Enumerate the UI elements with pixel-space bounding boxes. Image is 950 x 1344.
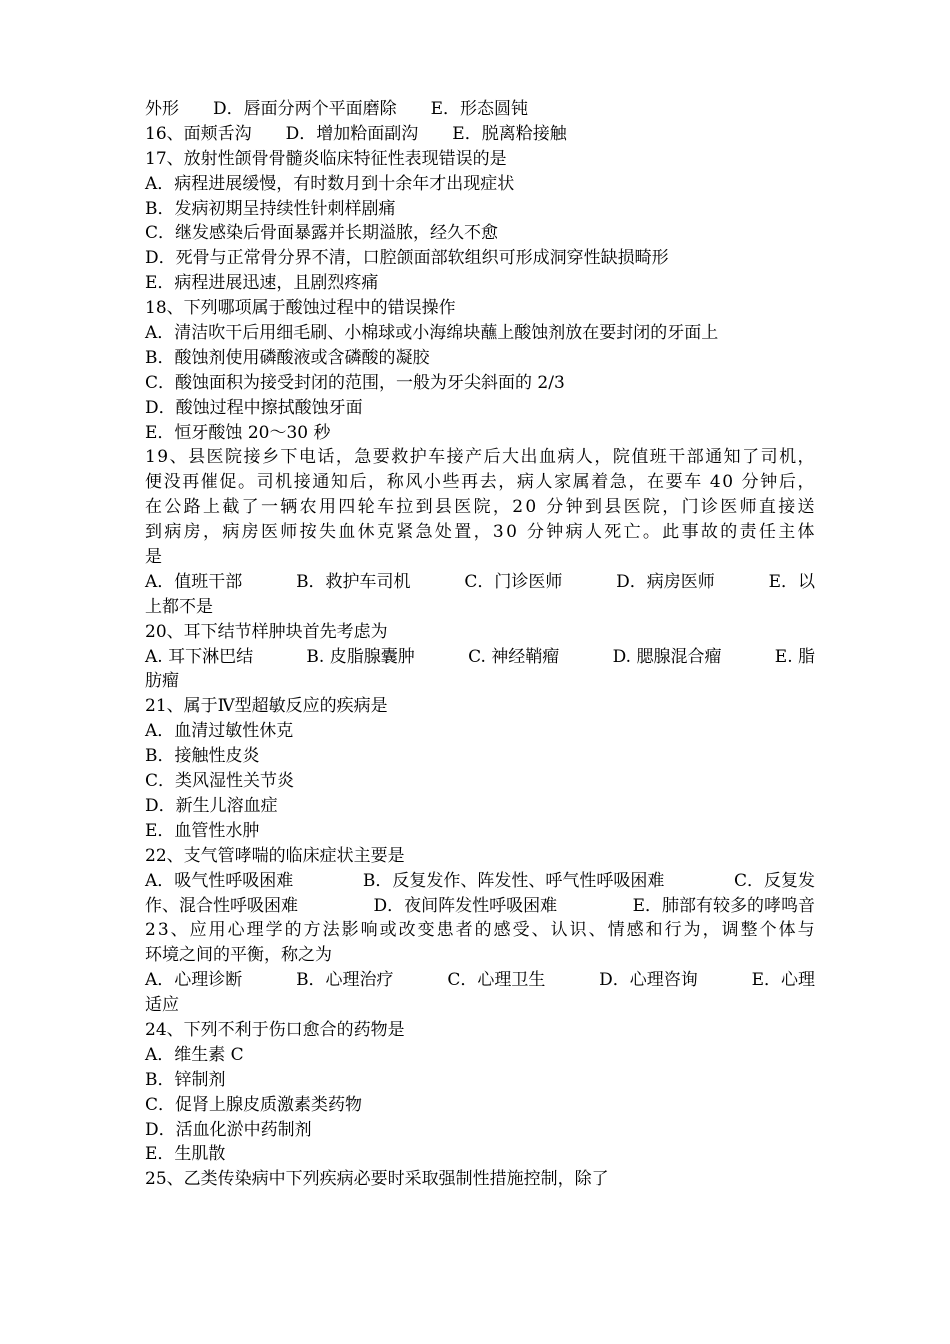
text-line xyxy=(145,918,815,943)
option-row xyxy=(145,968,815,993)
text-line: 18、下列哪项属于酸蚀过程中的错误操作 xyxy=(145,298,456,319)
option-text: B. 皮脂腺囊肿 xyxy=(306,646,415,667)
text-line: 24、下列不利于伤口愈合的药物是 xyxy=(145,1019,405,1040)
text-line: A．病程进展缓慢，有时数月到十余年才出现症状 xyxy=(145,173,515,194)
option-text: C．门诊医师 xyxy=(464,571,563,592)
option-text: C．反复发 xyxy=(733,870,815,891)
text-line: 适应 xyxy=(145,995,179,1016)
text-line: D．死骨与正常骨分界不清，口腔颌面部软组织可形成洞穿性缺损畸形 xyxy=(145,248,669,269)
option-text: A．值班干部 xyxy=(145,571,243,592)
option-text: C. 神经鞘瘤 xyxy=(468,646,560,667)
text-line xyxy=(145,495,815,520)
option-text: E．心理 xyxy=(751,970,815,991)
text-line: 22、支气管哮喘的临床症状主要是 xyxy=(145,845,405,866)
option-text: E．以 xyxy=(768,571,815,592)
text-line: A．血清过敏性休克 xyxy=(145,721,294,742)
text-line: A．清洁吹干后用细毛刷、小棉球或小海绵块蘸上酸蚀剂放在要封闭的牙面上 xyxy=(145,323,719,344)
option-text: B．救护车司机 xyxy=(296,571,411,592)
text-line: C．酸蚀面积为接受封闭的范围，一般为牙尖斜面的 2/3 xyxy=(145,372,565,393)
option-row xyxy=(145,869,815,894)
text-line xyxy=(145,520,815,545)
option-text: 外形 xyxy=(145,99,179,119)
option-text: D．病房医师 xyxy=(616,571,715,592)
document-body xyxy=(145,97,815,1192)
text-line: E．血管性水肿 xyxy=(145,820,260,841)
text-line: B．酸蚀剂使用磷酸液或含磷酸的凝胶 xyxy=(145,347,430,368)
option-text: C．心理卫生 xyxy=(447,970,546,991)
text-line: C．继发感染后骨面暴露并长期溢脓，经久不愈 xyxy=(145,223,499,244)
text-line: 21、属于Ⅳ型超敏反应的疾病是 xyxy=(145,696,388,717)
justified-text: 在 公 路 上 截 了 一 辆 农 用 四 轮 车 拉 到 县 医 院 ， 2 0 分 钟 到 县 医 院 ， 门 诊 医 师 直 接 送 xyxy=(145,497,815,518)
option-text: D．夜间阵发性呼吸困难 xyxy=(373,895,558,916)
option-text: B．反复发作、阵发性、呼气性呼吸困难 xyxy=(362,870,665,891)
text-line: D．酸蚀过程中擦拭酸蚀牙面 xyxy=(145,397,363,418)
text-line: B．发病初期呈持续性针刺样剧痛 xyxy=(145,198,396,219)
justified-text: 便 没 再 催 促 。 司 机 接 通 知 后 ， 称 风 小 些 再 去 ， 病 人 家 属 着 急 ， 在 要 车 4 0 分 钟 后 ， xyxy=(145,472,815,493)
text-line: E．生肌散 xyxy=(145,1144,226,1165)
text-line xyxy=(145,470,815,495)
option-row xyxy=(145,645,815,670)
option-text: E. 脂 xyxy=(774,646,815,667)
option-text: 16、面颊舌沟 xyxy=(145,123,252,144)
justified-text: 2 3 、 应 用 心 理 学 的 方 法 影 响 或 改 变 患 者 的 感 受 、 认 识 、 情 感 和 行 为 ， 调 整 个 体 与 xyxy=(145,920,815,941)
text-line: D．新生儿溶血症 xyxy=(145,795,278,816)
option-text: A．心理诊断 xyxy=(145,970,243,991)
option-text: E．肺部有较多的哮鸣音 xyxy=(632,895,815,916)
option-text: E．形态圆钝 xyxy=(430,99,529,119)
option-row xyxy=(145,894,815,919)
text-line xyxy=(145,445,815,470)
justified-text: 1 9 、 县 医 院 接 乡 下 电 话 ， 急 要 救 护 车 接 产 后 大 出 血 病 人 ， 院 值 班 干 部 通 知 了 司 机 ， xyxy=(145,447,815,468)
text-line: B．锌制剂 xyxy=(145,1069,226,1090)
text-line: 是 xyxy=(145,547,162,568)
option-text: B．心理治疗 xyxy=(296,970,394,991)
text-line: A．维生素 C xyxy=(145,1044,244,1065)
text-line: 25、乙类传染病中下列疾病必要时采取强制性措施控制，除了 xyxy=(145,1169,609,1190)
text-line: 20、耳下结节样肿块首先考虑为 xyxy=(145,621,388,642)
text-line: C．促肾上腺皮质激素类药物 xyxy=(145,1094,363,1115)
option-text: D．唇面分两个平面磨除 xyxy=(213,99,397,119)
option-row xyxy=(145,97,815,122)
option-row xyxy=(145,570,815,595)
text-line: 上都不是 xyxy=(145,596,213,617)
justified-text: 到 病 房 ， 病 房 医 师 按 失 血 休 克 紧 急 处 置 ， 3 0 分 钟 病 人 死 亡 。 此 事 故 的 责 任 主 体 xyxy=(145,522,815,543)
option-text: A．吸气性呼吸困难 xyxy=(145,870,294,891)
text-line: C．类风湿性关节炎 xyxy=(145,771,295,792)
text-line: D．活血化淤中药制剂 xyxy=(145,1119,312,1140)
text-line: B．接触性皮炎 xyxy=(145,746,260,767)
text-line: 肪瘤 xyxy=(145,671,179,692)
text-line: 17、放射性颌骨骨髓炎临床特征性表现错误的是 xyxy=(145,148,507,169)
text-line: E．恒牙酸蚀 20～30 秒 xyxy=(145,422,331,443)
option-text: D. 腮腺混合瘤 xyxy=(612,646,722,667)
option-text: D．心理咨询 xyxy=(599,970,698,991)
option-text: E．脱离粭接触 xyxy=(452,123,567,144)
text-line: 环境之间的平衡，称之为 xyxy=(145,945,332,966)
text-line: E．病程进展迅速，且剧烈疼痛 xyxy=(145,273,379,294)
option-text: 作、混合性呼吸困难 xyxy=(145,895,298,916)
option-text: A. 耳下淋巴结 xyxy=(145,646,254,667)
option-row xyxy=(145,122,815,147)
option-text: D．增加粭面副沟 xyxy=(285,123,419,144)
